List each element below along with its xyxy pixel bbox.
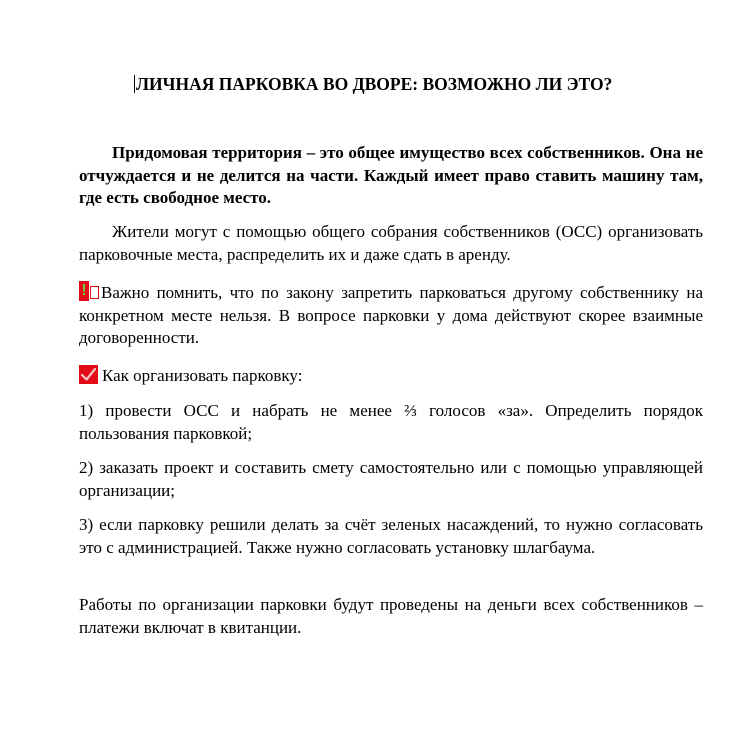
residents-paragraph: Жители могут с помощью общего собрания собственников (ОСС) организовать парковочные места, распределить их и даже сдать в аренду. bbox=[79, 222, 703, 264]
lead-paragraph: Придомовая территория – это общее имущество всех собственников. Она не отчуждается и не делится на части. Каждый имеет право ставить машину там, где есть свободное место. bbox=[79, 143, 703, 207]
important-paragraph-text: Важно помнить, что по закону запретить парковаться другому собственнику на конкретном месте нельзя. В вопросе парковки у дома действуют скорее взаимные договоренности. bbox=[79, 283, 703, 347]
works-paragraph: Работы по организации парковки будут проведены на деньги всех собственников – платежи включат в квитанции. bbox=[79, 595, 703, 637]
text-cursor bbox=[134, 75, 135, 93]
checkmark-icon bbox=[79, 365, 98, 384]
step-item-1: 1) провести ОСС и набрать не менее ⅔ голосов «за». Определить порядок пользования парковкой; bbox=[79, 401, 703, 443]
step-item-2: 2) заказать проект и составить смету самостоятельно или с помощью управляющей организации; bbox=[79, 458, 703, 500]
exclamation-icon: ! bbox=[79, 281, 101, 301]
document-title-text: ЛИЧНАЯ ПАРКОВКА ВО ДВОРЕ: ВОЗМОЖНО ЛИ ЭТО? bbox=[136, 74, 613, 94]
howto-heading-text: Как организовать парковку: bbox=[102, 366, 303, 385]
step-item-3: 3) если парковку решили делать за счёт зеленых насаждений, то нужно согласовать это с администрацией. Также нужно согласовать установку шлагбаума. bbox=[79, 515, 703, 557]
document-title bbox=[134, 73, 694, 95]
howto-heading bbox=[79, 365, 703, 388]
important-paragraph bbox=[79, 281, 703, 350]
